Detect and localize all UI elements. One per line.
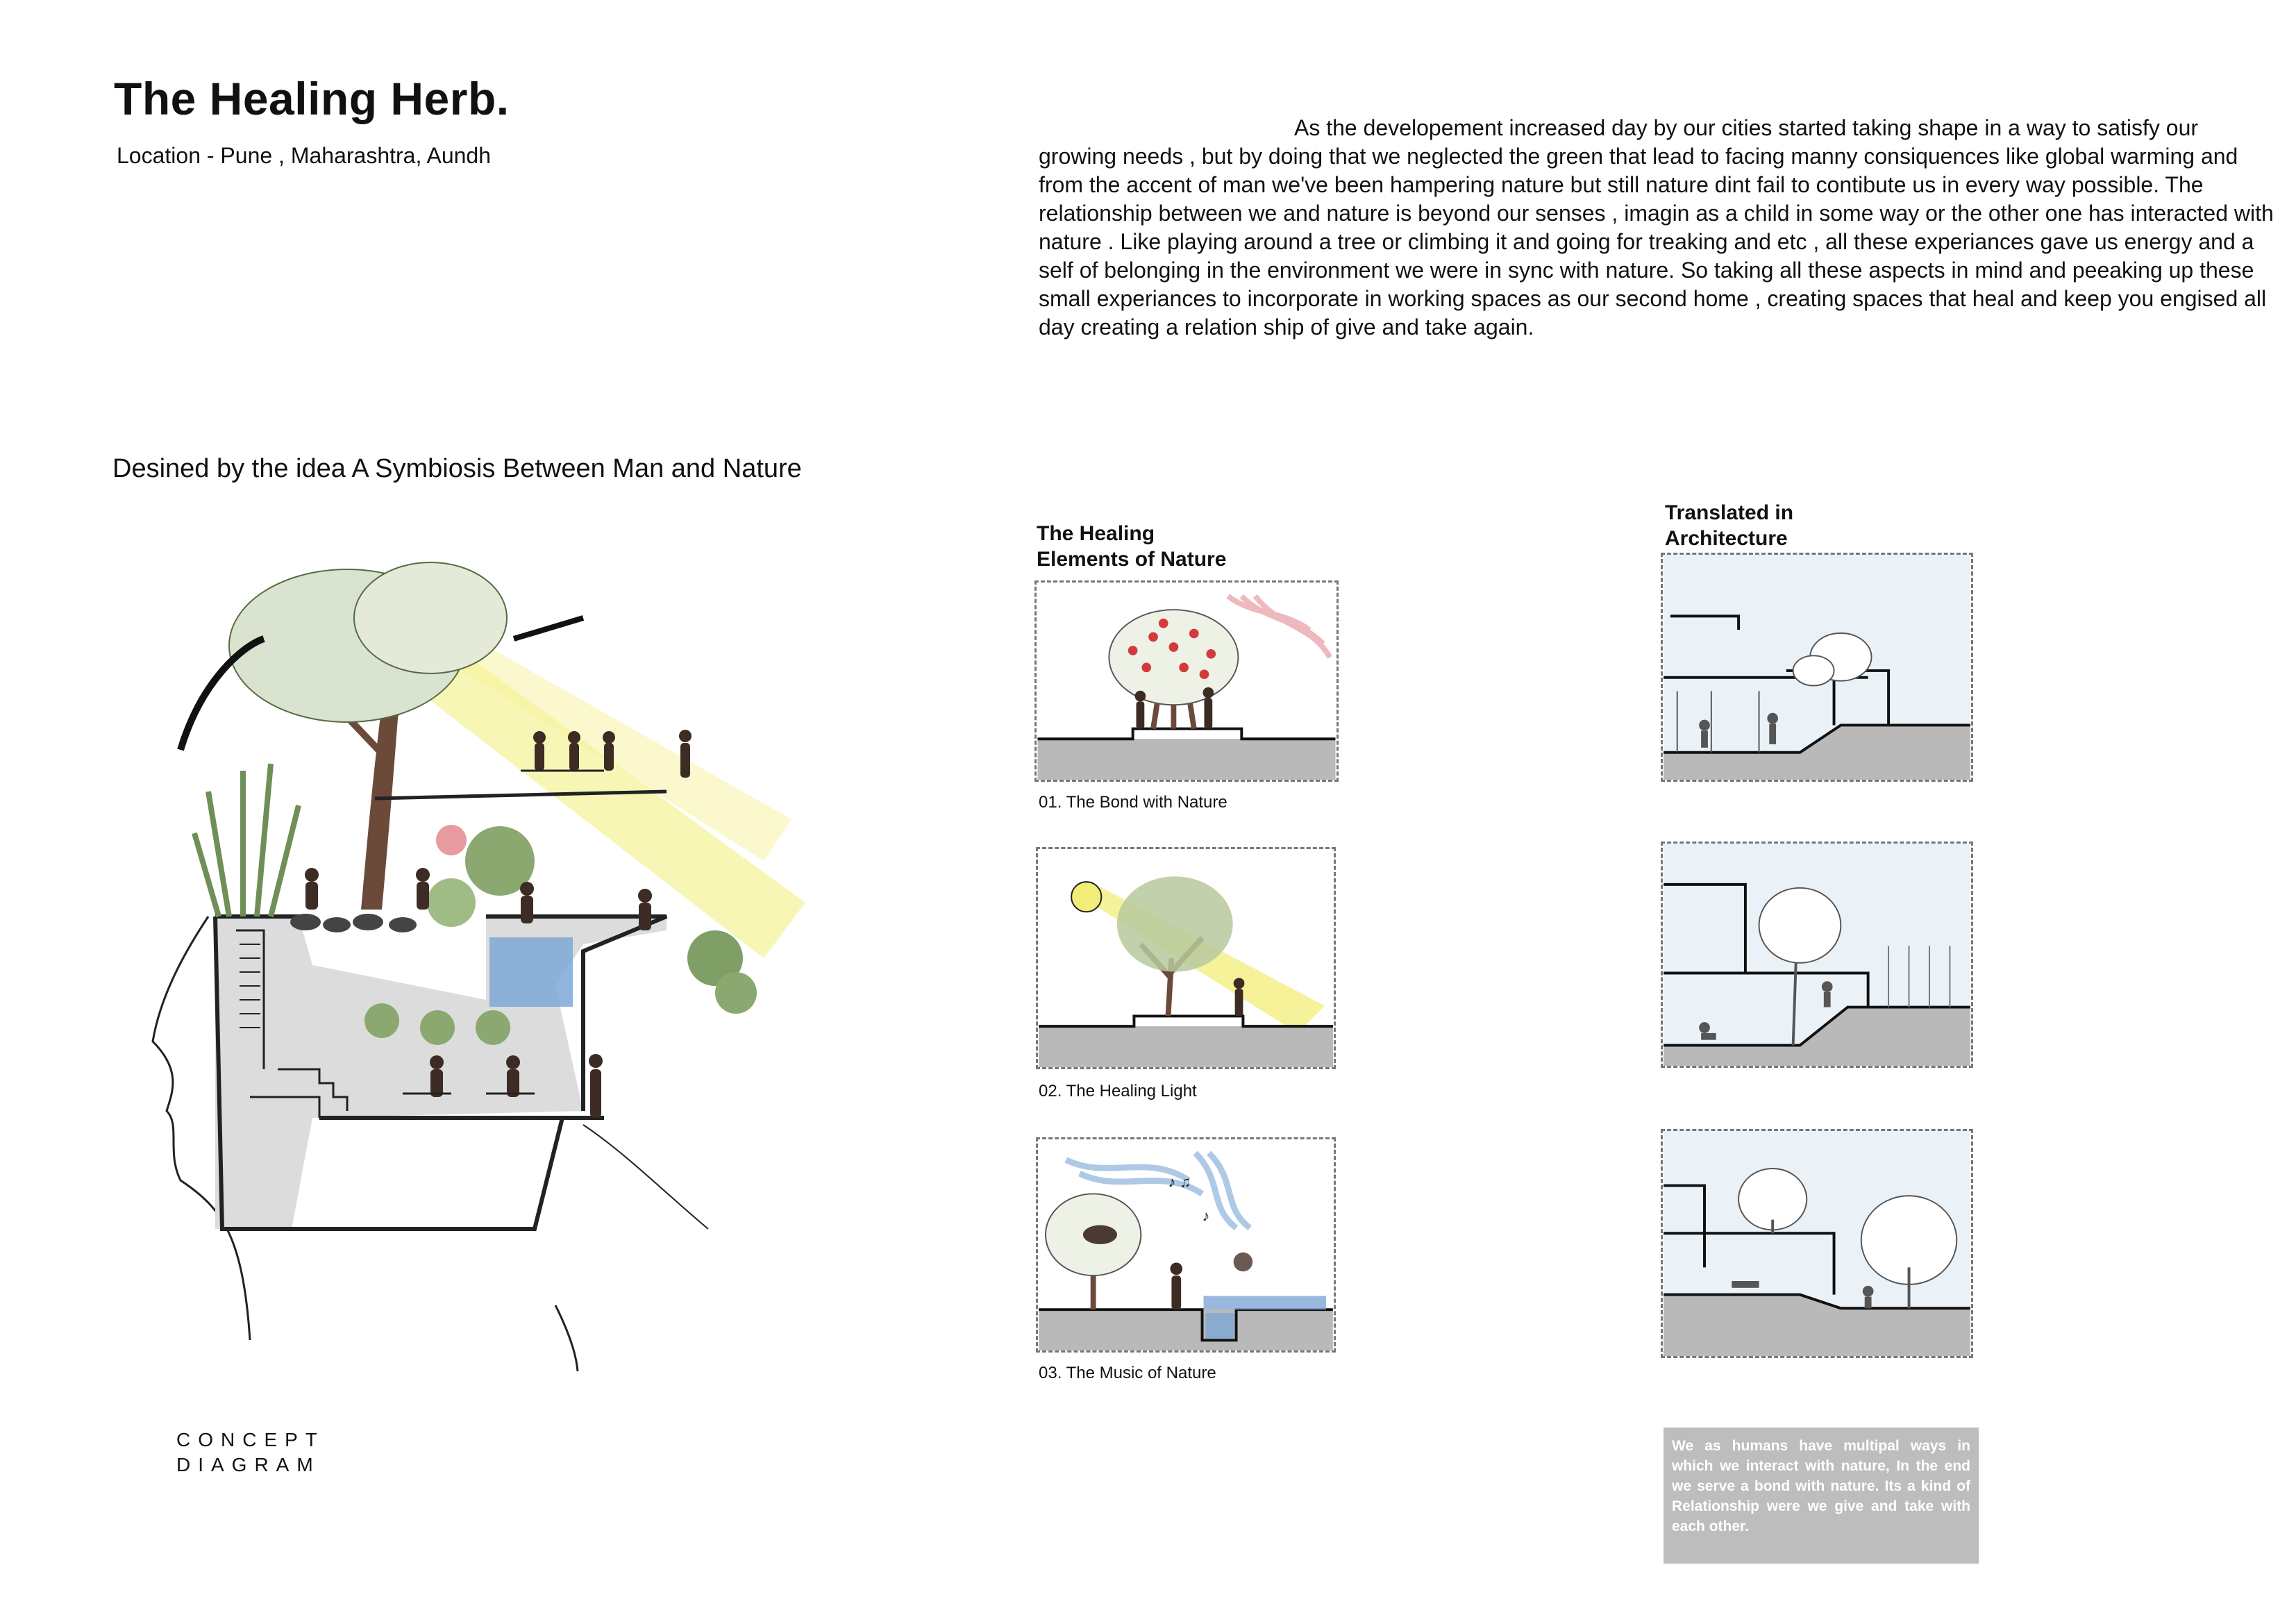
architecture-section-2-sketch	[1661, 842, 1973, 1068]
element-music-of-nature-sketch	[1036, 1137, 1336, 1353]
concept-diagram-label: CONCEPT DIAGRAM	[176, 1429, 325, 1475]
intro-text: As the developement increased day by our cities started taking shape in a way to satisfy our growing needs , but by doing that we neglected the green that lead to facing manny consiquences like global warming and from the accent of man we've been hampering nature but still nature dint fail to contibute us in every way possible. The relationship between we and nature is beyond our senses , imagin as a child in some way or the other one has interacted with nature . Like playing around a tree or climbing it and going for treaking and etc , all these experiances gave us energy and a self of belonging in the environment we were in sync with nature. So taking all these aspects in mind and peeaking up these small experiances to incorporate in working spaces as our second home , creating spaces that heal and keep you engised all day creating a relation ship of give and take again.	[1039, 115, 2274, 340]
architecture-section-1-sketch	[1661, 553, 1973, 782]
concept-diagram-illustration	[139, 542, 833, 1375]
element-3-caption: 03. The Music of Nature	[1039, 1364, 1216, 1382]
intro-paragraph	[1039, 114, 2281, 342]
element-1-caption: 01. The Bond with Nature	[1039, 793, 1227, 812]
element-bond-with-nature-sketch	[1034, 580, 1339, 782]
element-healing-light-sketch	[1036, 847, 1336, 1069]
page-title: The Healing Herb.	[114, 73, 510, 124]
architecture-section-3-sketch	[1661, 1129, 1973, 1358]
architecture-column-heading: Translated in Architecture	[1665, 501, 1794, 550]
svg-text:♪: ♪	[1202, 1207, 1210, 1225]
element-2-caption: 02. The Healing Light	[1039, 1082, 1197, 1100]
location-text: Location - Pune , Maharashtra, Aundh	[117, 143, 492, 168]
elements-column-heading: The Healing Elements of Nature	[1037, 522, 1227, 571]
svg-text:♪ ♫: ♪ ♫	[1168, 1173, 1191, 1191]
concept-idea-heading: Desined by the idea A Symbiosis Between Man and Nature	[112, 454, 802, 483]
relationship-note-box: We as humans have multipal ways in which we interact with nature, In the end we serve a bond with nature. Its a kind of Relationship were we give and take with each other.	[1664, 1428, 1979, 1564]
